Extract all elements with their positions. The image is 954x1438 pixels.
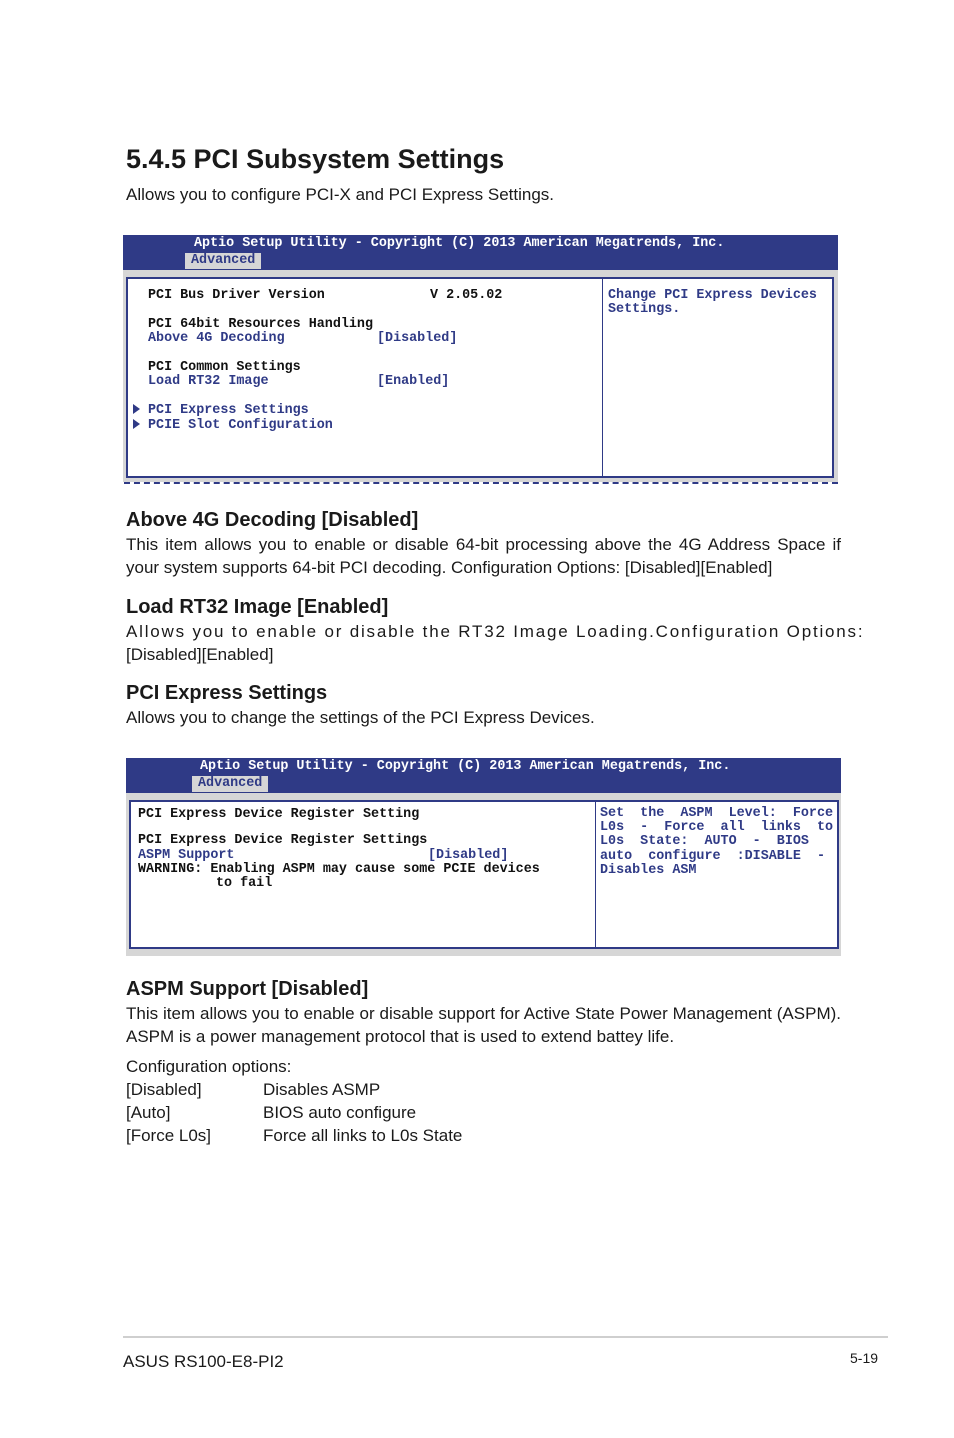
dashed-separator xyxy=(124,482,838,484)
aspm-heading: ASPM Support [Disabled] xyxy=(126,978,369,1000)
bios-main-panel xyxy=(126,277,834,478)
help-text-line: L0s State: AUTO - BIOS xyxy=(600,834,809,849)
rt32-body-line1: Allows you to enable or disable the RT32 Image Loading.Configuration Options: xyxy=(126,622,865,641)
help-text-line: Disables ASM xyxy=(600,863,697,878)
pcie-body: Allows you to change the settings of the PCI Express Devices. xyxy=(126,708,595,727)
bios-main-panel xyxy=(129,800,839,949)
pcie-heading: PCI Express Settings xyxy=(126,682,328,704)
warning-line: to fail xyxy=(216,876,273,891)
resources-heading: PCI 64bit Resources Handling xyxy=(148,317,373,332)
common-heading: PCI Common Settings xyxy=(148,360,301,375)
submenu-pci-express-settings[interactable] xyxy=(133,403,309,418)
option-desc: Disables ASMP xyxy=(263,1080,381,1099)
section-intro: Allows you to configure PCI-X and PCI Express Settings. xyxy=(126,185,555,204)
page-title: 5.4.5 PCI Subsystem Settings xyxy=(126,144,505,174)
submenu-label: PCI Express Settings xyxy=(148,403,309,418)
submenu-arrow-icon xyxy=(133,419,140,429)
tab-advanced[interactable]: Advanced xyxy=(185,253,261,269)
bios-title-text: Aptio Setup Utility - Copyright (C) 2013 American Megatrends, Inc. xyxy=(200,759,731,774)
help-text-line: Change PCI Express Devices xyxy=(608,288,817,303)
config-options-label: Configuration options: xyxy=(126,1057,292,1076)
rt32-value[interactable]: [Enabled] xyxy=(377,374,450,389)
help-text-line: L0s - Force all links to xyxy=(600,820,834,835)
rt32-heading: Load RT32 Image [Enabled] xyxy=(126,596,389,618)
footer-rule xyxy=(123,1336,888,1338)
above4g-value[interactable]: [Disabled] xyxy=(377,331,458,346)
rt32-option[interactable]: Load RT32 Image xyxy=(148,374,269,389)
option-desc: Force all links to L0s State xyxy=(263,1126,463,1145)
above4g-heading: Above 4G Decoding [Disabled] xyxy=(126,509,419,531)
register-settings-heading: PCI Express Device Register Settings xyxy=(138,833,428,848)
option-key: [Auto] xyxy=(126,1103,171,1122)
page-number: 5-19 xyxy=(850,1350,879,1366)
submenu-arrow-icon xyxy=(133,404,140,414)
submenu-pcie-slot-configuration[interactable] xyxy=(133,418,333,433)
above4g-body: This item allows you to enable or disable 64-bit processing above the 4G Address Space if your system supports 64-bit PCI decoding. Configuration Options: [Disabled][Enabled] xyxy=(126,535,841,577)
bios-screen-pci-express xyxy=(126,758,841,956)
bus-driver-value: V 2.05.02 xyxy=(430,288,503,303)
aspm-option[interactable]: ASPM Support xyxy=(138,848,235,863)
bios-screen-pci-subsystem xyxy=(123,235,838,482)
bios-title-text: Aptio Setup Utility - Copyright (C) 2013 American Megatrends, Inc. xyxy=(194,236,725,251)
warning-line: WARNING: Enabling ASPM may cause some PCIE devices xyxy=(138,862,540,877)
help-text-line: auto configure :DISABLE - xyxy=(600,849,825,864)
help-text-line: Set the ASPM Level: Force xyxy=(600,806,834,821)
aspm-body: This item allows you to enable or disable support for Active State Power Management (ASPM). ASPM is a power management protocol that is used to extend battey life. xyxy=(126,1004,841,1046)
register-setting-line: PCI Express Device Register Setting xyxy=(138,807,420,822)
tab-advanced[interactable]: Advanced xyxy=(192,776,268,792)
above4g-option[interactable]: Above 4G Decoding xyxy=(148,331,285,346)
option-key: [Force L0s] xyxy=(126,1126,212,1145)
help-text-line: Settings. xyxy=(608,302,681,317)
option-key: [Disabled] xyxy=(126,1080,202,1099)
panel-divider xyxy=(602,279,603,476)
aspm-value[interactable]: [Disabled] xyxy=(428,848,509,863)
submenu-label: PCIE Slot Configuration xyxy=(148,418,333,433)
footer-product: ASUS RS100-E8-PI2 xyxy=(123,1352,284,1371)
panel-divider xyxy=(595,802,596,947)
rt32-body-line2: [Disabled][Enabled] xyxy=(126,645,274,664)
bus-driver-label: PCI Bus Driver Version xyxy=(148,288,325,303)
option-desc: BIOS auto configure xyxy=(263,1103,417,1122)
